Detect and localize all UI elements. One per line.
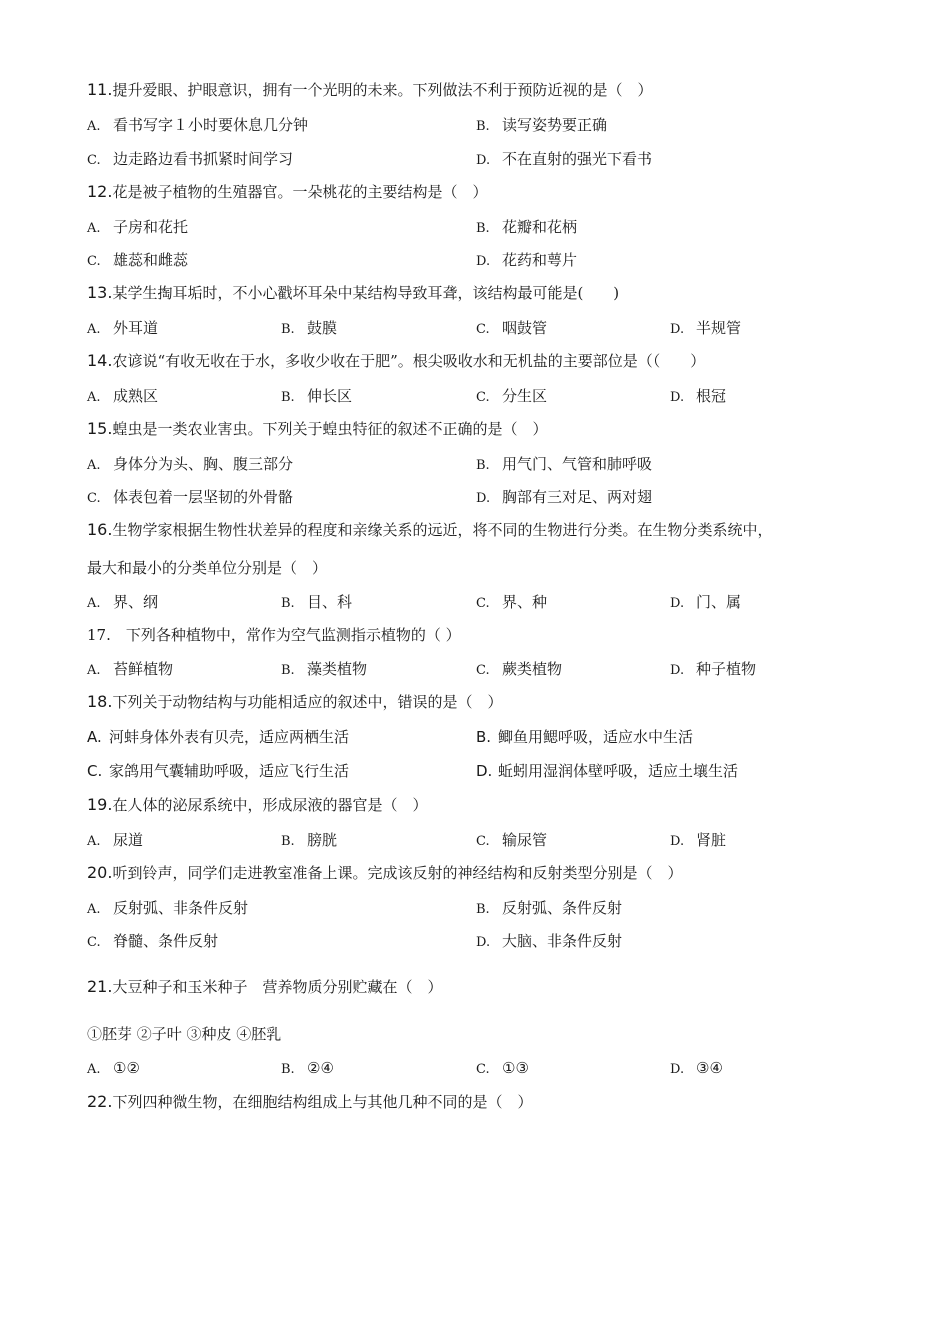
option-text: 读写姿势要正确: [502, 116, 608, 134]
question-text: 大豆种子和玉米种子 营养物质分别贮藏在（ ）: [112, 978, 443, 996]
option-d[interactable]: [670, 316, 741, 342]
option-text: 肾脏: [696, 831, 727, 849]
option-text: 鲫鱼用鳃呼吸，适应水中生活: [498, 728, 694, 746]
option-letter: B.: [281, 390, 295, 405]
option-letter: D.: [670, 390, 685, 405]
option-text: ③④: [696, 1059, 723, 1077]
question-number: 16.: [87, 520, 113, 539]
option-text: ①②: [113, 1059, 140, 1077]
option-text: ①③: [502, 1059, 529, 1077]
option-letter: D.: [670, 322, 685, 337]
option-letter: B.: [476, 902, 490, 917]
option-letter: D.: [476, 935, 491, 950]
question-text: 最大和最小的分类单位分别是（ ）: [87, 559, 328, 577]
option-c[interactable]: [476, 657, 562, 683]
option-letter: B.: [476, 119, 490, 134]
question-12: [87, 180, 487, 204]
option-b[interactable]: [281, 590, 352, 616]
option-letter: A.: [87, 902, 101, 917]
question-20: [87, 861, 682, 885]
option-text: 分生区: [502, 387, 548, 405]
option-text: 边走路边看书抓紧时间学习: [113, 150, 294, 168]
question-17: [87, 623, 461, 647]
question-16-continued: [87, 556, 327, 580]
option-text: 反射弧、非条件反射: [113, 899, 249, 917]
question-text: 花是被子植物的生殖器官。一朵桃花的主要结构是（ ）: [112, 183, 488, 201]
option-text: 苔鲜植物: [113, 660, 174, 678]
option-text: 界、纲: [113, 593, 159, 611]
option-text: 鼓膜: [307, 319, 338, 337]
option-letter: D.: [670, 663, 685, 678]
option-letter: C.: [87, 153, 101, 168]
option-text: 大脑、非条件反射: [502, 932, 623, 950]
option-b[interactable]: [281, 1056, 334, 1082]
option-b[interactable]: [476, 452, 652, 478]
question-16: [87, 518, 772, 542]
option-a[interactable]: [87, 316, 158, 342]
option-c[interactable]: [87, 147, 293, 173]
option-text: 家鸽用气囊辅助呼吸，适应飞行生活: [109, 762, 350, 780]
option-letter: D.: [476, 762, 493, 780]
question-number: 15.: [87, 419, 113, 438]
option-d[interactable]: [670, 590, 741, 616]
option-letter: C.: [476, 596, 490, 611]
option-text: 反射弧、条件反射: [502, 899, 623, 917]
option-d[interactable]: [670, 1056, 723, 1082]
option-a[interactable]: [87, 215, 188, 241]
question-19: [87, 793, 427, 817]
option-letter: A.: [87, 322, 101, 337]
option-c[interactable]: [476, 828, 547, 854]
option-text: ②④: [307, 1059, 334, 1077]
option-d[interactable]: [670, 828, 726, 854]
option-letter: A.: [87, 1062, 101, 1077]
option-letter: B.: [476, 458, 490, 473]
option-text: 花药和萼片: [502, 251, 578, 269]
option-b[interactable]: [281, 384, 352, 410]
option-a[interactable]: [87, 113, 308, 139]
option-a[interactable]: [87, 384, 158, 410]
option-letter: B.: [281, 663, 295, 678]
question-number: 19.: [87, 795, 113, 814]
option-c[interactable]: [476, 384, 547, 410]
option-text: 膀胱: [307, 831, 338, 849]
option-c[interactable]: [87, 248, 188, 274]
option-letter: A.: [87, 221, 101, 236]
option-a[interactable]: [87, 725, 349, 749]
option-letter: C.: [476, 834, 490, 849]
option-text: 不在直射的强光下看书: [502, 150, 653, 168]
option-letter: B.: [476, 221, 490, 236]
option-letter: D.: [476, 153, 491, 168]
option-letter: C.: [87, 491, 101, 506]
option-letter: D.: [670, 834, 685, 849]
option-b[interactable]: [476, 896, 622, 922]
option-letter: A.: [87, 119, 101, 134]
option-c[interactable]: [87, 759, 349, 783]
option-b[interactable]: [281, 316, 337, 342]
option-a[interactable]: [87, 896, 248, 922]
question-text: 下列关于动物结构与功能相适应的叙述中，错误的是（ ）: [112, 693, 503, 711]
option-text: 蚯蚓用湿润体壁呼吸，适应土壤生活: [498, 762, 739, 780]
question-11: [87, 78, 652, 102]
question-number: 13.: [87, 283, 113, 302]
question-21: [87, 975, 442, 999]
option-d[interactable]: [476, 929, 622, 955]
option-letter: C.: [87, 935, 101, 950]
option-text: 目、科: [307, 593, 353, 611]
option-letter: A.: [87, 834, 101, 849]
option-c[interactable]: [87, 929, 218, 955]
question-text: 提升爱眼、护眼意识，拥有一个光明的未来。下列做法不利于预防近视的是（ ）: [112, 81, 653, 99]
question-text: 生物学家根据生物性状差异的程度和亲缘关系的远近，将不同的生物进行分类。在生物分类系统中，: [112, 521, 773, 539]
option-text: 花瓣和花柄: [502, 218, 578, 236]
option-c[interactable]: [87, 485, 293, 511]
option-letter: A.: [87, 728, 102, 746]
option-d[interactable]: [670, 384, 726, 410]
option-text: 看书写字１小时要休息几分钟: [113, 116, 309, 134]
option-d[interactable]: [476, 248, 577, 274]
question-text: 下列四种微生物，在细胞结构组成上与其他几种不同的是（ ）: [112, 1093, 533, 1111]
option-b[interactable]: [476, 215, 577, 241]
option-text: 蕨类植物: [502, 660, 563, 678]
option-a[interactable]: [87, 657, 173, 683]
option-a[interactable]: [87, 452, 293, 478]
option-letter: D.: [670, 1062, 685, 1077]
question-number: 11.: [87, 80, 113, 99]
option-letter: B.: [281, 1062, 295, 1077]
option-letter: D.: [476, 254, 491, 269]
option-d[interactable]: [476, 485, 652, 511]
option-text: 界、种: [502, 593, 548, 611]
question-18: [87, 690, 502, 714]
option-c[interactable]: [476, 590, 547, 616]
question-text: 蝗虫是一类农业害虫。下列关于蝗虫特征的叙述不正确的是（ ）: [112, 420, 548, 438]
option-text: 身体分为头、胸、腹三部分: [113, 455, 294, 473]
option-a[interactable]: [87, 828, 143, 854]
option-a[interactable]: [87, 1056, 140, 1082]
question-number: 18.: [87, 692, 113, 711]
question-13: [87, 281, 619, 305]
option-b[interactable]: [281, 657, 367, 683]
option-text: 胸部有三对足、两对翅: [502, 488, 653, 506]
option-c[interactable]: [476, 1056, 529, 1082]
option-b[interactable]: [281, 828, 337, 854]
question-15: [87, 417, 547, 441]
option-letter: A.: [87, 663, 101, 678]
option-b[interactable]: [476, 725, 693, 749]
question-text: 听到铃声，同学们走进教室准备上课。完成该反射的神经结构和反射类型分别是（ ）: [112, 864, 683, 882]
option-letter: D.: [670, 596, 685, 611]
option-text: 伸长区: [307, 387, 353, 405]
option-letter: B.: [476, 728, 492, 746]
option-text: 子房和花托: [113, 218, 189, 236]
option-text: 成熟区: [113, 387, 159, 405]
option-text: 种子植物: [696, 660, 757, 678]
option-letter: B.: [281, 596, 295, 611]
question-number: 17.: [87, 626, 111, 644]
option-text: 雄蕊和雌蕊: [113, 251, 189, 269]
question-number: 21.: [87, 977, 113, 996]
option-letter: C.: [476, 322, 490, 337]
option-c[interactable]: [476, 316, 547, 342]
option-text: 河蚌身体外表有贝壳，适应两栖生活: [109, 728, 350, 746]
option-letter: C.: [476, 663, 490, 678]
option-letter: A.: [87, 596, 101, 611]
option-letter: B.: [281, 322, 295, 337]
question-number: 22.: [87, 1092, 113, 1111]
question-number: 20.: [87, 863, 113, 882]
question-14: [87, 349, 705, 373]
question-text: 在人体的泌尿系统中，形成尿液的器官是（ ）: [112, 796, 428, 814]
option-text: 门、属: [696, 593, 742, 611]
option-letter: C.: [476, 390, 490, 405]
option-text: 藻类植物: [307, 660, 368, 678]
question-number: 14.: [87, 351, 113, 370]
option-b[interactable]: [476, 113, 607, 139]
option-d[interactable]: [670, 657, 756, 683]
option-letter: D.: [476, 491, 491, 506]
option-a[interactable]: [87, 590, 158, 616]
option-d[interactable]: [476, 147, 652, 173]
option-text: 体表包着一层坚韧的外骨骼: [113, 488, 294, 506]
option-letter: A.: [87, 458, 101, 473]
option-text: 脊髓、条件反射: [113, 932, 219, 950]
question-22: [87, 1090, 532, 1114]
question-number: 12.: [87, 182, 113, 201]
option-text: 输尿管: [502, 831, 548, 849]
option-text: 尿道: [113, 831, 144, 849]
option-letter: A.: [87, 390, 101, 405]
option-text: 根冠: [696, 387, 727, 405]
question-21-choices: ①胚芽 ②子叶 ③种皮 ④胚乳: [87, 1025, 282, 1043]
option-text: 外耳道: [113, 319, 159, 337]
option-letter: C.: [476, 1062, 490, 1077]
option-d[interactable]: [476, 759, 738, 783]
question-text: 下列各种植物中，常作为空气监测指示植物的（ ）: [110, 626, 461, 644]
question-text: 某学生掏耳垢时，不小心戳坏耳朵中某结构导致耳聋，该结构最可能是( ): [112, 284, 620, 302]
option-letter: B.: [281, 834, 295, 849]
option-text: 半规管: [696, 319, 742, 337]
option-text: 用气门、气管和肺呼吸: [502, 455, 653, 473]
option-letter: C.: [87, 762, 103, 780]
option-letter: C.: [87, 254, 101, 269]
question-text: 农谚说“有收无收在于水，多收少收在于肥”。根尖吸收水和无机盐的主要部位是（（ ）: [112, 352, 706, 370]
option-text: 咽鼓管: [502, 319, 548, 337]
